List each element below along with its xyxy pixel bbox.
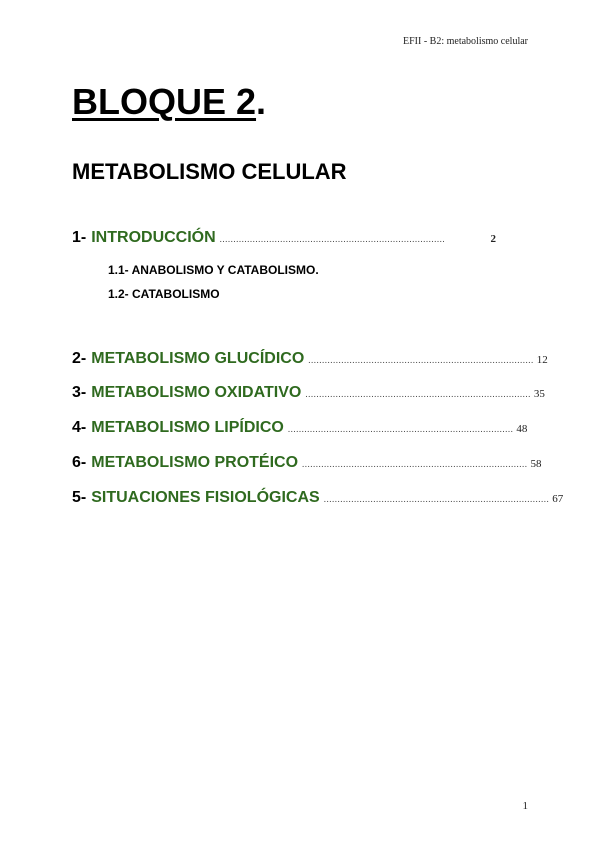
toc-entry-oxidativo[interactable] [72,384,545,402]
toc-entry-introduccion[interactable] [72,229,496,247]
toc-entry-number: 5- [72,489,87,506]
toc-entry-number: 3- [72,384,87,401]
toc-entry-page: 58 [530,458,542,470]
toc-subentry-catabolismo[interactable]: 1.2- CATABOLISMO [108,287,220,301]
toc-entry-page: 48 [516,423,528,435]
toc-entry-number: 6- [72,454,87,471]
running-header: EFII - B2: metabolismo celular [403,36,528,47]
toc-dot-leader: .................................................................................. [323,494,550,504]
toc-entry-glucidico[interactable] [72,350,548,368]
toc-dot-leader: .................................................................................. [308,355,534,365]
toc-entry-page: 67 [552,493,564,505]
toc-entry-page: 35 [533,388,545,400]
toc-entry-label: INTRODUCCIÓN [91,229,216,246]
toc-entry-label: METABOLISMO OXIDATIVO [91,384,302,401]
block-title-text: BLOQUE 2 [72,81,257,122]
toc-entry-lipidico[interactable] [72,419,528,437]
toc-entry-number: 1- [72,229,87,246]
toc-dot-leader: .................................................................................. [302,459,528,469]
toc-entry-situaciones[interactable] [72,489,564,507]
page-number: 1 [522,800,528,812]
toc-entry-label: METABOLISMO GLUCÍDICO [91,350,305,367]
block-title-period: . [256,81,267,122]
toc-entry-number: 2- [72,350,87,367]
toc-dot-leader: .................................................................................. [287,424,514,434]
toc-entry-proteico[interactable] [72,454,542,472]
block-title [72,80,266,124]
toc-entry-page: 12 [536,354,548,366]
page-subtitle: METABOLISMO CELULAR [72,159,347,184]
toc-entry-label: METABOLISMO PROTÉICO [91,454,299,471]
toc-entry-number: 4- [72,419,87,436]
toc-dot-leader: .................................................................................. [305,389,531,399]
toc-entry-page: 2 [490,233,496,245]
toc-dot-leader: .................................................................................. [219,234,446,244]
toc-entry-label: METABOLISMO LIPÍDICO [91,419,284,436]
toc-entry-label: SITUACIONES FISIOLÓGICAS [91,489,320,506]
toc-subentry-anabolismo[interactable]: 1.1- ANABOLISMO Y CATABOLISMO. [108,263,319,277]
